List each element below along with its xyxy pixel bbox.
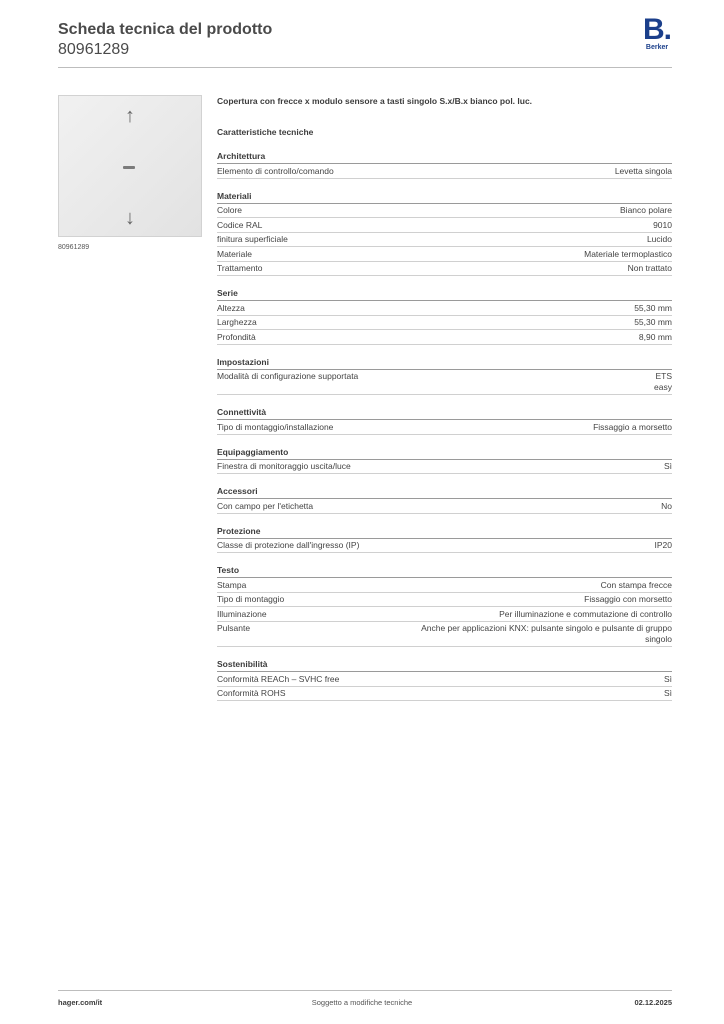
spec-value-line: 55,30 mm bbox=[634, 317, 672, 327]
spec-label: Tipo di montaggio bbox=[217, 594, 285, 604]
spec-value bbox=[279, 609, 672, 620]
footer-notice: Soggetto a modifiche tecniche bbox=[311, 998, 413, 1007]
spec-sections bbox=[217, 151, 672, 701]
spec-value bbox=[275, 263, 672, 274]
section-title: Sostenibilità bbox=[217, 659, 672, 672]
spec-section bbox=[217, 151, 672, 179]
spec-row bbox=[217, 687, 672, 702]
spec-row bbox=[217, 607, 672, 622]
spec-row bbox=[217, 539, 672, 554]
spec-value bbox=[371, 540, 672, 551]
spec-section bbox=[217, 191, 672, 277]
spec-label: finitura superficiale bbox=[217, 234, 288, 244]
spec-label: Modalità di configurazione supportata bbox=[217, 371, 359, 381]
footer-date: 02.12.2025 bbox=[634, 998, 672, 1007]
up-arrow-icon: ↑ bbox=[125, 105, 135, 127]
product-image bbox=[58, 95, 202, 237]
spec-value-line: Per illuminazione e commutazione di controllo bbox=[499, 608, 672, 619]
spec-value bbox=[264, 249, 672, 260]
spec-label: Classe di protezione dall'ingresso (IP) bbox=[217, 540, 360, 550]
footer-website: hager.com/it bbox=[58, 998, 103, 1007]
spec-row bbox=[217, 316, 672, 331]
spec-label: Illuminazione bbox=[217, 608, 267, 619]
spec-row bbox=[217, 593, 672, 608]
minus-icon bbox=[123, 166, 135, 169]
spec-label: Conformità REACh – SVHC free bbox=[217, 673, 340, 684]
spec-label: Colore bbox=[217, 205, 243, 215]
spec-row bbox=[217, 370, 672, 396]
spec-row bbox=[217, 622, 672, 648]
spec-value bbox=[262, 623, 672, 645]
spec-value bbox=[345, 422, 672, 433]
spec-row bbox=[217, 460, 672, 475]
spec-value-line: Sì bbox=[663, 461, 672, 471]
spec-value bbox=[351, 674, 672, 685]
footer-divider bbox=[58, 990, 672, 991]
spec-value bbox=[296, 594, 672, 605]
spec-label: Altezza bbox=[217, 302, 245, 313]
spec-value bbox=[363, 461, 672, 472]
section-title: Accessori bbox=[217, 486, 672, 499]
logo-name: Berker bbox=[645, 44, 669, 51]
spec-value bbox=[254, 205, 672, 216]
spec-row bbox=[217, 672, 672, 687]
image-caption: 80961289 bbox=[58, 244, 90, 251]
spec-value-line: Con stampa frecce bbox=[600, 579, 672, 590]
spec-label: Tipo di montaggio/installazione bbox=[217, 421, 334, 432]
document-title: Scheda tecnica del prodotto bbox=[58, 21, 273, 38]
spec-value-line: Sì bbox=[663, 688, 672, 698]
spec-value-line: Non trattato bbox=[627, 263, 672, 273]
spec-value bbox=[269, 317, 672, 328]
spec-value-line: 8,90 mm bbox=[638, 331, 672, 342]
spec-value bbox=[346, 166, 672, 177]
spec-row bbox=[217, 301, 672, 316]
down-arrow-icon: ↓ bbox=[125, 207, 135, 229]
spec-row bbox=[217, 330, 672, 345]
spec-value bbox=[325, 501, 672, 512]
product-description: Copertura con frecce x modulo sensore a tasti singolo S.x/B.x bianco pol. luc. bbox=[217, 96, 533, 106]
spec-value bbox=[257, 303, 672, 314]
spec-label: Stampa bbox=[217, 579, 247, 590]
header-divider bbox=[58, 67, 672, 68]
spec-value-line: IP20 bbox=[654, 540, 672, 550]
spec-section bbox=[217, 659, 672, 701]
spec-row bbox=[217, 204, 672, 219]
spec-value-line: singolo bbox=[645, 634, 672, 644]
spec-section bbox=[217, 526, 672, 554]
spec-value-line: ETS bbox=[655, 371, 672, 381]
spec-value-line: Fissaggio a morsetto bbox=[593, 421, 672, 432]
spec-value-line: Bianco polare bbox=[620, 205, 672, 215]
spec-section bbox=[217, 447, 672, 475]
spec-value bbox=[274, 220, 672, 231]
section-title: Equipaggiamento bbox=[217, 447, 672, 460]
section-title: Architettura bbox=[217, 151, 672, 164]
section-title: Connettività bbox=[217, 407, 672, 420]
section-title: Materiali bbox=[217, 191, 672, 204]
technical-features-title: Caratteristiche tecniche bbox=[217, 127, 314, 137]
document-header bbox=[58, 20, 272, 60]
berker-logo bbox=[640, 13, 674, 52]
spec-value-line: Anche per applicazioni KNX: pulsante singolo e pulsante di gruppo bbox=[421, 623, 672, 633]
spec-label: Codice RAL bbox=[217, 219, 263, 230]
spec-value bbox=[258, 580, 672, 591]
spec-row bbox=[217, 578, 672, 593]
product-number: 80961289 bbox=[58, 41, 130, 58]
spec-value-line: 9010 bbox=[653, 219, 672, 230]
spec-value-line: Levetta singola bbox=[614, 165, 672, 176]
spec-value bbox=[268, 332, 672, 343]
spec-label: Trattamento bbox=[217, 263, 263, 273]
section-title: Serie bbox=[217, 288, 672, 301]
spec-section bbox=[217, 565, 672, 647]
spec-section bbox=[217, 486, 672, 514]
spec-section bbox=[217, 357, 672, 396]
spec-row bbox=[217, 218, 672, 233]
section-title: Testo bbox=[217, 565, 672, 578]
spec-value-line: Materiale termoplastico bbox=[584, 248, 672, 259]
spec-value-line: Lucido bbox=[646, 234, 672, 244]
spec-row bbox=[217, 164, 672, 179]
spec-label: Con campo per l'etichetta bbox=[217, 500, 314, 511]
spec-value-line: No bbox=[661, 500, 672, 511]
section-title: Impostazioni bbox=[217, 357, 672, 370]
spec-section bbox=[217, 288, 672, 345]
spec-value bbox=[300, 234, 672, 245]
spec-label: Pulsante bbox=[217, 623, 251, 633]
spec-row bbox=[217, 233, 672, 248]
spec-label: Larghezza bbox=[217, 317, 257, 327]
spec-row bbox=[217, 262, 672, 277]
section-title: Protezione bbox=[217, 526, 672, 539]
spec-label: Materiale bbox=[217, 248, 252, 259]
spec-value-line: Fissaggio con morsetto bbox=[584, 594, 672, 604]
spec-section bbox=[217, 407, 672, 435]
spec-row bbox=[217, 247, 672, 262]
spec-row bbox=[217, 420, 672, 435]
logo-mark: B. bbox=[643, 13, 671, 46]
spec-label: Finestra di monitoraggio uscita/luce bbox=[217, 461, 351, 471]
spec-value bbox=[298, 688, 673, 699]
spec-row bbox=[217, 499, 672, 514]
spec-label: Profondità bbox=[217, 331, 256, 342]
spec-content bbox=[217, 96, 672, 713]
spec-value-line: easy bbox=[654, 382, 672, 392]
spec-value bbox=[370, 371, 672, 393]
spec-value-line: 55,30 mm bbox=[634, 302, 672, 313]
spec-label: Conformità ROHS bbox=[217, 688, 286, 698]
spec-value-line: Sì bbox=[663, 673, 672, 684]
spec-label: Elemento di controllo/comando bbox=[217, 165, 334, 176]
